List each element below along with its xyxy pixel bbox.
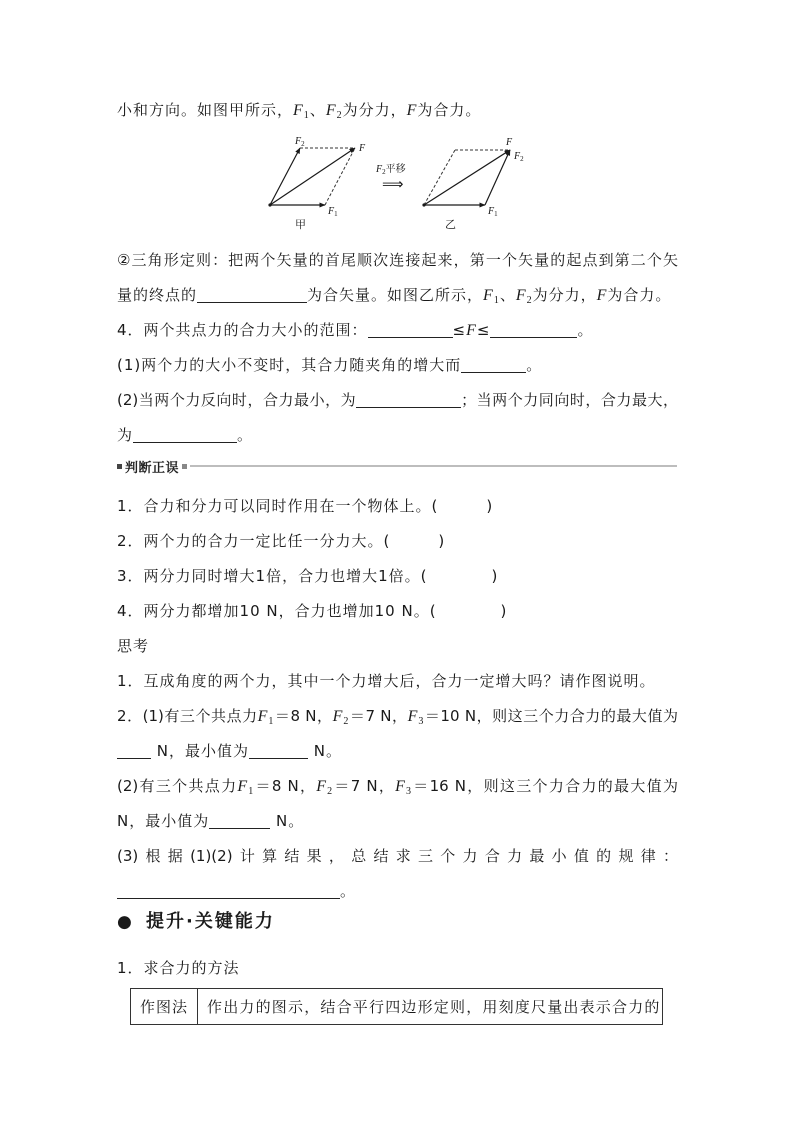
answer-blank: [356, 392, 461, 408]
text-run: 为合力。: [417, 101, 482, 119]
leq-symbol: ≤: [452, 321, 467, 339]
section-heading-key-ability: [117, 909, 275, 935]
text-run: 2．(1)有三个共点力: [117, 707, 258, 725]
subscript: 2: [301, 140, 305, 148]
label-f2: [294, 136, 305, 148]
square-marker-icon: [182, 464, 187, 469]
answer-blank: [368, 322, 453, 338]
text-run: N，最小值为: [117, 812, 210, 830]
answer-blank: [209, 813, 270, 829]
text-run: ＝16 N，则这三个力合力的最大值为: [411, 777, 678, 795]
answer-blank: [117, 743, 151, 759]
text-run: 、: [499, 286, 516, 304]
text-run: 小和方向。如图甲所示，: [117, 101, 294, 119]
label-f1: [327, 206, 338, 218]
label-f: [505, 137, 513, 148]
paragraph-resultant-range: [117, 319, 594, 341]
subscript: 2: [343, 716, 349, 727]
methods-table: [130, 988, 663, 1025]
divider: [190, 465, 677, 467]
think-question-2-1-cont: [117, 740, 342, 762]
symbol-f: F: [359, 143, 366, 154]
text-run: 、: [309, 101, 326, 119]
subscript: 1: [268, 716, 274, 727]
think-question-2-1: [117, 705, 678, 727]
leq-symbol: ≤: [476, 321, 491, 339]
answer-blank: [461, 357, 526, 373]
symbol-f: F: [514, 151, 521, 162]
shift-text: 平移: [385, 164, 406, 175]
origin-point: [268, 203, 271, 206]
symbol-f: F: [483, 287, 493, 304]
paragraph-range-item-1: [117, 354, 542, 376]
text-run: ＝7 N，: [349, 707, 408, 725]
symbol-f: F: [316, 778, 327, 795]
heading-title: 提升·关键能力: [146, 911, 275, 932]
think-question-2-2-cont: [117, 810, 304, 832]
judge-item-4: 4．两分力都增加10 N，合力也增加10 N。( ): [117, 602, 508, 620]
answer-blank: [133, 427, 237, 443]
answer-blank: [249, 743, 308, 759]
symbol-f: F: [295, 136, 302, 147]
symbol-f: F: [257, 708, 268, 725]
table-cell-method: 作图法: [131, 989, 198, 1025]
parallelogram-diagram-jia: [268, 136, 366, 231]
paragraph-range-item-2: [117, 389, 678, 411]
subscript: 1: [493, 295, 499, 306]
text-run: ＝8 N，: [274, 707, 333, 725]
method-title: 1．求合力的方法: [117, 959, 240, 977]
translation-note: [375, 162, 406, 193]
symbol-f: F: [506, 137, 513, 148]
text-run: N，最小值为: [151, 742, 249, 760]
table-row: [131, 989, 663, 1025]
subscript: 1: [248, 786, 254, 797]
text-run: N。: [308, 742, 342, 760]
judge-item-3: 3．两分力同时增大1倍，合力也增大1倍。( ): [117, 567, 499, 585]
text-run: 为合矢量。如图乙所示，: [307, 286, 484, 304]
text-run: 量的终点的: [117, 286, 198, 304]
think-question-2-3: (3)根据(1)(2)计算结果，总结求三个力合力最小值的规律：: [117, 847, 678, 865]
label-f: [358, 143, 366, 154]
subscript: 3: [405, 786, 411, 797]
text-run: 4．两个共点力的合力大小的范围：: [117, 321, 368, 339]
text-run: ＝10 N，则这三个力合力的最大值为: [424, 707, 678, 725]
caption-jia: 甲: [295, 219, 306, 231]
force-parallelogram-figure: [255, 128, 535, 233]
symbol-f: F: [488, 206, 495, 217]
text-run: ＝7 N，: [333, 777, 396, 795]
symbol-f: F: [328, 206, 335, 217]
square-marker-icon: [117, 464, 122, 469]
text-run: N。: [270, 812, 305, 830]
triangle-diagram-yi: [422, 137, 524, 231]
symbol-f: F: [332, 708, 343, 725]
text-run: 。: [340, 882, 357, 900]
dashed-edge: [325, 148, 355, 205]
symbol-f: F: [406, 102, 417, 119]
symbol-f: F: [596, 287, 607, 304]
symbol-f: F: [407, 708, 418, 725]
paragraph-range-item-2-cont: [117, 424, 253, 446]
subscript: 3: [418, 716, 424, 727]
paragraph-parallelogram-rule-end: [117, 99, 481, 121]
answer-blank: [490, 322, 577, 338]
paragraph-triangle-rule-cont: [117, 284, 671, 306]
bullet-icon: ●: [117, 912, 132, 932]
symbol-f: F: [325, 102, 336, 119]
origin-point: [422, 203, 425, 206]
resultant-force-vector: [270, 148, 355, 205]
think-title: 思考: [117, 637, 150, 655]
force-f2-vector: [270, 148, 300, 205]
symbol-f: F: [515, 287, 526, 304]
text-run: 为分力，: [342, 101, 407, 119]
implies-arrow-icon: ⟹: [382, 175, 404, 193]
label-f1: [487, 206, 498, 218]
dashed-edge: [424, 150, 455, 205]
think-question-1: 1．互成角度的两个力，其中一个力增大后，合力一定增大吗？请作图说明。: [117, 672, 656, 690]
text-run: (2)有三个共点力: [117, 777, 238, 795]
text-run: 。: [526, 356, 543, 374]
answer-blank: [197, 287, 307, 303]
label-f2: [513, 151, 524, 163]
symbol-f: F: [395, 778, 405, 795]
judge-item-1: 1．合力和分力可以同时作用在一个物体上。( ): [117, 497, 494, 515]
subscript: 1: [303, 110, 309, 121]
caption-yi: 乙: [445, 219, 456, 231]
text-run: ；当两个力同向时，合力最大，: [461, 391, 678, 409]
text-run: 为分力，: [532, 286, 597, 304]
symbol-f: F: [376, 164, 383, 175]
symbol-f: F: [237, 778, 248, 795]
judge-item-2: 2．两个力的合力一定比任一分力大。( ): [117, 532, 446, 550]
think-question-2-2: [117, 775, 678, 797]
subscript: 2: [382, 168, 386, 176]
section-title: 判断正误: [125, 460, 180, 476]
symbol-f: F: [466, 322, 476, 339]
subscript: 2: [327, 786, 333, 797]
section-header-judge: [117, 458, 677, 474]
answer-blank: [117, 883, 340, 899]
text-run: ＝8 N，: [254, 777, 317, 795]
subscript: 2: [520, 155, 524, 163]
text-run: (2)当两个力反向时，合力最小，为: [117, 391, 357, 409]
table-cell-description: 作出力的图示，结合平行四边形定则，用刻度尺量出表示合力的: [198, 989, 663, 1025]
text-run: 为: [117, 426, 134, 444]
text-run: 为合力。: [607, 286, 672, 304]
text-run: 。: [237, 426, 254, 444]
symbol-f: F: [293, 102, 303, 119]
subscript: 1: [334, 210, 338, 218]
text-run: (1)两个力的大小不变时，其合力随夹角的增大而: [117, 356, 462, 374]
subscript: 1: [494, 210, 498, 218]
subscript: 2: [336, 110, 342, 121]
subscript: 2: [526, 295, 532, 306]
paragraph-triangle-rule: ②三角形定则：把两个矢量的首尾顺次连接起来，第一个矢量的起点到第二个矢: [117, 251, 678, 269]
text-run: 。: [577, 321, 594, 339]
label-f2-shift: [375, 162, 406, 176]
think-question-2-3-cont: [117, 880, 356, 902]
